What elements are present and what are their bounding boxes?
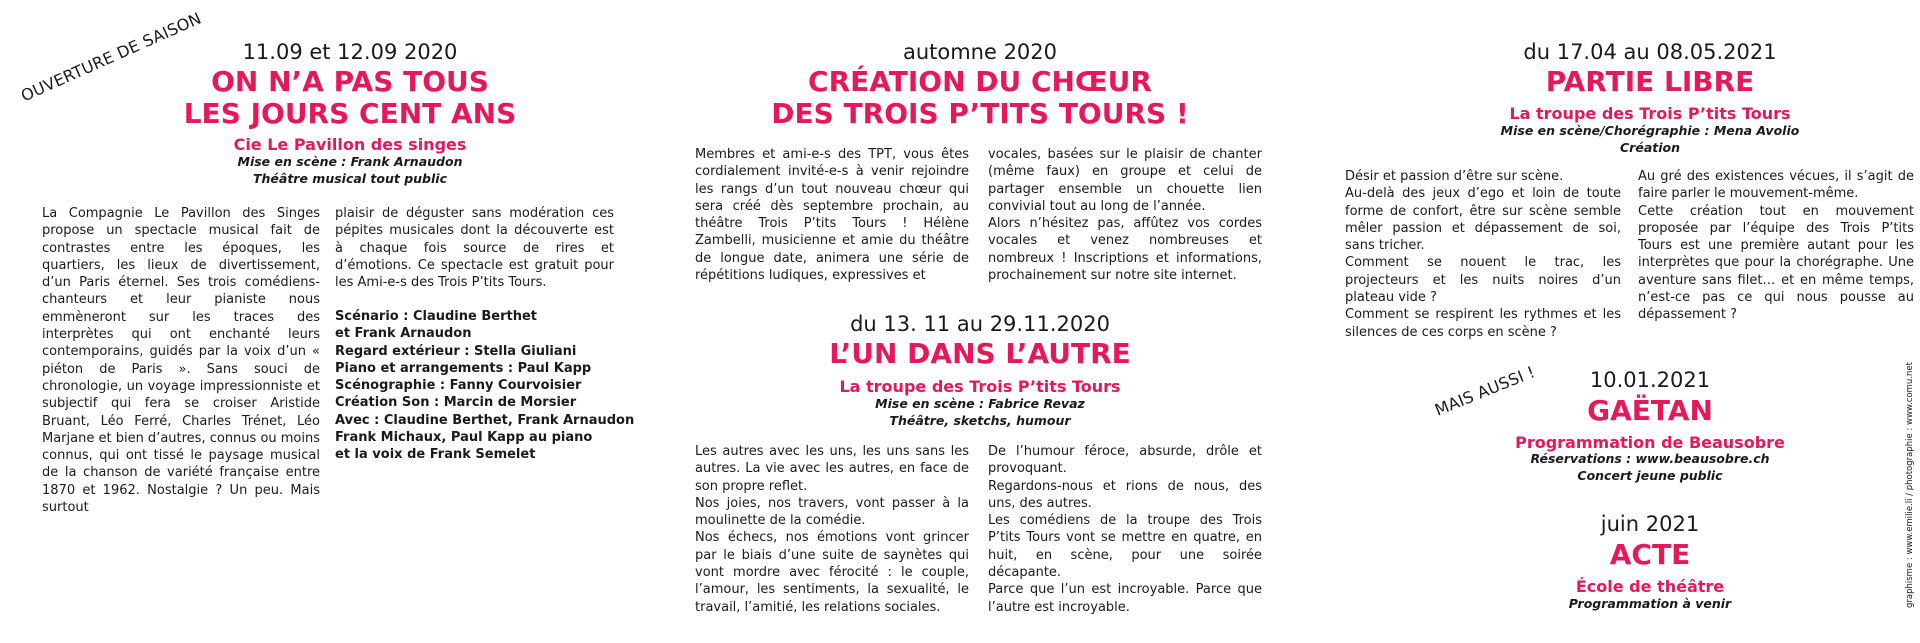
show3-genre: Création xyxy=(1620,140,1680,155)
show2-genre: Théâtre, sketchs, humour xyxy=(889,413,1071,428)
paragraph: Désir et passion d’être sur scène. xyxy=(1345,169,1564,184)
credit-line: Création Son : Marcin de Morsier xyxy=(335,395,577,411)
credit-line: Regard extérieur : Stella Giuliani xyxy=(335,343,577,359)
show2-subtitle xyxy=(780,395,1180,429)
credit-line: Piano et arrangements : Paul Kapp xyxy=(335,360,592,376)
show2-description-right xyxy=(988,443,1262,616)
gaetan-date: 10.01.2021 xyxy=(1589,368,1711,392)
show1-title-line: ON N’A PAS TOUS xyxy=(211,65,489,98)
choir-description-right xyxy=(988,146,1262,284)
paragraph: Comment se respirent les rythmes et les silences de ces corps en scène ? xyxy=(1345,307,1621,340)
paragraph: Nos échecs, nos émotions vont grincer par le biais d’une suite de saynètes qui vont mordre avec férocité : le couple, l’amour, les sentiments, la sexualité, le travail, l’amitié, les relations sociales. xyxy=(695,530,969,615)
paragraph: Au gré des existences vécues, il s’agit de faire parler le mouvement-même. xyxy=(1638,169,1914,202)
show1-description-left: La Compagnie Le Pavillon des Singes propose un spectacle musical fait de contrastes entre les époques, les quartiers, les lieux de divertissement, d’un Paris éternel. Ses trois comédiens-chanteurs et leur pianiste nous emmèneront sur les traces des interprètes qui ont enchanté leurs contemporains, guidés par la voix d’un « piéton de Paris ». Sans souci de chronologie, un voyage impressionniste et subjectif qui fera se croiser Aristide Bruant, Léo Ferré, Charles Trénet, Léo Marjane et bien d’autres, connus ou moins connus, qui ont tissé le paysage musical de la chanson de variété française entre 1870 et 1962. Nostalgie ? Un peu. Mais surtout xyxy=(42,206,321,516)
show3-subtitle xyxy=(1450,122,1850,156)
paragraph: Nos joies, nos travers, vont passer à la moulinette de la comédie. xyxy=(695,495,969,529)
show2-description-left xyxy=(695,443,969,616)
credit-line: Scénographie : Fanny Courvoisier xyxy=(335,378,582,394)
choir-date: automne 2020 xyxy=(902,40,1058,64)
paragraph: Parce que l’un est incroyable. Parce que l’autre est incroyable. xyxy=(988,582,1262,615)
acte-title: ACTE xyxy=(1609,538,1691,571)
credit-line: Avec : Claudine Berthet, Frank Arnaudon xyxy=(335,412,635,428)
show2-director: Mise en scène : Fabrice Revaz xyxy=(875,396,1085,411)
season-opening-label: OUVERTURE DE SAISON xyxy=(18,8,205,106)
paragraph: De l’humour féroce, absurde, drôle et provoquant. xyxy=(988,444,1262,477)
gaetan-title: GAËTAN xyxy=(1587,394,1713,427)
paragraph: vocales, basées sur le plaisir de chanter (même faux) en groupe et celui de partager ensemble un chouette lien convivial tout au long de l’année. xyxy=(988,147,1262,214)
design-credit: graphisme : www.emilie.li / photographie : www.comu.net xyxy=(1905,362,1915,608)
show3-description-left xyxy=(1345,168,1621,341)
credit-line: Frank Michaux, Paul Kapp au piano xyxy=(335,430,593,446)
choir-description-left: Membres et ami-e-s des TPT, vous êtes cordialement invité-e-s à venir rejoindre les rangs d’un tout nouveau chœur qui sera créé dès septembre prochain, au théâtre Trois P’tits Tours ! Hélène Zambelli, musicienne et amie du théâtre de longue date, animera une série de répétitions ludiques, expressives et xyxy=(695,147,969,284)
credit-line: Scénario : Claudine Berthet xyxy=(335,309,537,324)
acte-company: École de théâtre xyxy=(1575,577,1725,596)
choir-title xyxy=(740,66,1220,130)
credit-line: et Frank Arnaudon xyxy=(335,326,472,342)
also-label: MAIS AUSSI ! xyxy=(1432,362,1538,420)
show3-description-right xyxy=(1638,168,1914,324)
show1-description-right: plaisir de déguster sans modération ces pépites musicales dont la découverte est à chaque fois source de rires et d’émotions. Ce spectacle est gratuit pour les Ami-e-s des Trois P’tits Tours. xyxy=(335,206,614,291)
show1-date: 11.09 et 12.09 2020 xyxy=(242,40,458,64)
choir-title-line: DES TROIS P’TITS TOURS ! xyxy=(771,97,1189,130)
show3-title: PARTIE LIBRE xyxy=(1545,65,1755,98)
paragraph: Regardons-nous et rions de nous, des uns, des autres. xyxy=(988,478,1262,511)
show1-title xyxy=(140,66,560,130)
show1-title-line: LES JOURS CENT ANS xyxy=(183,97,517,130)
gaetan-subtitle xyxy=(1450,450,1850,484)
show3-director: Mise en scène/Chorégraphie : Mena Avolio xyxy=(1500,123,1800,138)
gaetan-company: Programmation de Beausobre xyxy=(1515,433,1785,452)
show2-date: du 13. 11 au 29.11.2020 xyxy=(850,312,1110,336)
show1-credits xyxy=(335,308,634,464)
paragraph: Les autres avec les uns, les uns sans les autres. La vie avec les autres, en face de son propre reflet. xyxy=(695,444,969,494)
gaetan-genre: Concert jeune public xyxy=(1577,468,1723,483)
paragraph: Les comédiens de la troupe des Trois P’tits Tours vont se mettre en quatre, en huit, en scène, pour une soirée décapante. xyxy=(988,513,1262,581)
paragraph: Comment se nouent le trac, les projecteurs et les nuits noires d’un plateau vide ? xyxy=(1345,255,1621,306)
gaetan-reservations: Réservations : www.beausobre.ch xyxy=(1530,451,1770,466)
paragraph: Au-delà des jeux d’ego et loin de toute forme de confort, être sur scène semble mêler passion et dépassement de soi, sans tricher. xyxy=(1345,186,1621,254)
show2-company: La troupe des Trois P’tits Tours xyxy=(839,377,1121,396)
paragraph: Alors n’hésitez pas, affûtez vos cordes vocales et venez nombreuses et nombreux ! Inscriptions et informations, prochainement sur notre site internet. xyxy=(988,216,1262,284)
acte-subtitle: Programmation à venir xyxy=(1568,596,1732,611)
show3-company: La troupe des Trois P’tits Tours xyxy=(1509,104,1791,123)
paragraph: Cette création tout en mouvement proposée par l’équipe des Trois P’tits Tours est une première autant pour les interprètes que pour la chorégraphe. Une aventure sans filet… et en même temps, n’est-ce pas ce qui nous pousse au dépassement ? xyxy=(1638,203,1914,323)
show1-genre: Théâtre musical tout public xyxy=(252,171,447,186)
show2-title: L’UN DANS L’AUTRE xyxy=(829,337,1131,370)
show1-director: Mise en scène : Frank Arnaudon xyxy=(237,154,463,169)
show1-company: Cie Le Pavillon des singes xyxy=(233,135,467,154)
credit-line: et la voix de Frank Semelet xyxy=(335,447,536,463)
acte-date: juin 2021 xyxy=(1600,512,1700,536)
show3-date: du 17.04 au 08.05.2021 xyxy=(1523,40,1777,64)
choir-title-line: CRÉATION DU CHŒUR xyxy=(808,65,1152,98)
show1-subtitle xyxy=(160,153,540,187)
